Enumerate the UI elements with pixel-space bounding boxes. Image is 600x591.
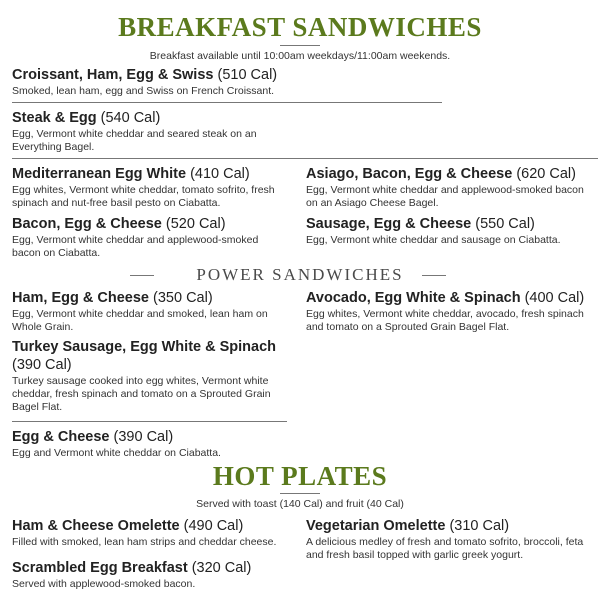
item-name: Croissant, Ham, Egg & Swiss: [12, 67, 214, 83]
menu-item: [12, 289, 287, 334]
item-name: Bacon, Egg & Cheese: [12, 216, 162, 232]
menu-item: [12, 66, 412, 98]
title-divider: [280, 45, 320, 46]
item-description: Egg whites, Vermont white cheddar, tomato sofrito, fresh spinach and nut-free basil pesto on Ciabatta.: [12, 184, 275, 209]
divider: [12, 102, 442, 103]
item-name: Ham, Egg & Cheese: [12, 290, 149, 306]
item-name: Asiago, Bacon, Egg & Cheese: [306, 166, 513, 182]
item-description: Egg whites, Vermont white cheddar, avocado, fresh spinach and tomato on a Sprouted Grain Bagel Flat.: [306, 308, 584, 333]
item-description: Egg, Vermont white cheddar and sausage on Ciabatta.: [306, 234, 561, 246]
hot-plates-subtitle: Served with toast (140 Cal) and fruit (40 Cal): [196, 498, 404, 510]
item-name: Vegetarian Omelette: [306, 518, 446, 534]
item-description: A delicious medley of fresh and tomato sofrito, broccoli, feta and fresh basil topped with garlic greek yogurt.: [306, 536, 584, 561]
menu-item: [12, 165, 287, 210]
item-description: Egg, Vermont white cheddar and applewood-smoked bacon on an Asiago Cheese Bagel.: [306, 184, 584, 209]
item-description: Turkey sausage cooked into egg whites, Vermont white cheddar, fresh spinach and tomato on a Sprouted Grain Bagel Flat.: [12, 375, 271, 413]
menu-item: [306, 215, 591, 247]
divider: [12, 158, 598, 159]
menu-item: [12, 338, 287, 414]
menu-item: [12, 215, 287, 260]
item-calories: (310 Cal): [449, 518, 510, 534]
item-calories: (320 Cal): [191, 560, 252, 576]
menu-item: [306, 517, 591, 562]
item-description: Egg, Vermont white cheddar and seared steak on an Everything Bagel.: [12, 128, 257, 153]
breakfast-subtitle: Breakfast available until 10:00am weekdays/11:00am weekends.: [149, 50, 451, 62]
item-calories: (490 Cal): [183, 518, 244, 534]
item-description: Smoked, lean ham, egg and Swiss on French Croissant.: [12, 85, 275, 97]
item-description: Egg, Vermont white cheddar and applewood-smoked bacon on Ciabatta.: [12, 234, 259, 259]
menu-item: [306, 289, 591, 334]
item-description: Egg, Vermont white cheddar and smoked, lean ham on Whole Grain.: [12, 308, 268, 333]
breakfast-title: BREAKFAST SANDWICHES: [118, 12, 482, 42]
item-calories: (550 Cal): [475, 216, 535, 232]
item-name: Turkey Sausage, Egg White & Spinach: [12, 339, 277, 355]
item-name: Steak & Egg: [12, 110, 97, 126]
item-calories: (350 Cal): [153, 290, 213, 306]
menu-item: [12, 428, 287, 460]
item-calories: (540 Cal): [100, 110, 161, 126]
divider: [422, 275, 446, 276]
item-name: Sausage, Egg & Cheese: [306, 216, 472, 232]
menu-item: [12, 559, 297, 591]
item-description: Served with applewood-smoked bacon.: [12, 578, 196, 590]
item-name: Avocado, Egg White & Spinach: [306, 290, 521, 306]
item-calories: (390 Cal): [12, 357, 72, 373]
item-calories: (520 Cal): [165, 216, 226, 232]
hot-plates-title: HOT PLATES: [212, 461, 388, 491]
item-name: Egg & Cheese: [12, 429, 110, 445]
menu-item: [306, 165, 591, 210]
menu-item: [12, 517, 297, 549]
item-calories: (400 Cal): [524, 290, 585, 306]
menu-item: [12, 109, 272, 154]
item-name: Scrambled Egg Breakfast: [12, 560, 188, 576]
divider: [12, 421, 287, 422]
title-divider: [280, 493, 320, 494]
item-name: Ham & Cheese Omelette: [12, 518, 180, 534]
item-calories: (620 Cal): [516, 166, 576, 182]
item-calories: (410 Cal): [190, 166, 250, 182]
item-calories: (390 Cal): [113, 429, 174, 445]
item-description: Filled with smoked, lean ham strips and cheddar cheese.: [12, 536, 277, 548]
item-name: Mediterranean Egg White: [12, 166, 187, 182]
item-calories: (510 Cal): [217, 67, 278, 83]
item-description: Egg and Vermont white cheddar on Ciabatta.: [12, 447, 221, 459]
power-title: POWER SANDWICHES: [196, 265, 404, 284]
